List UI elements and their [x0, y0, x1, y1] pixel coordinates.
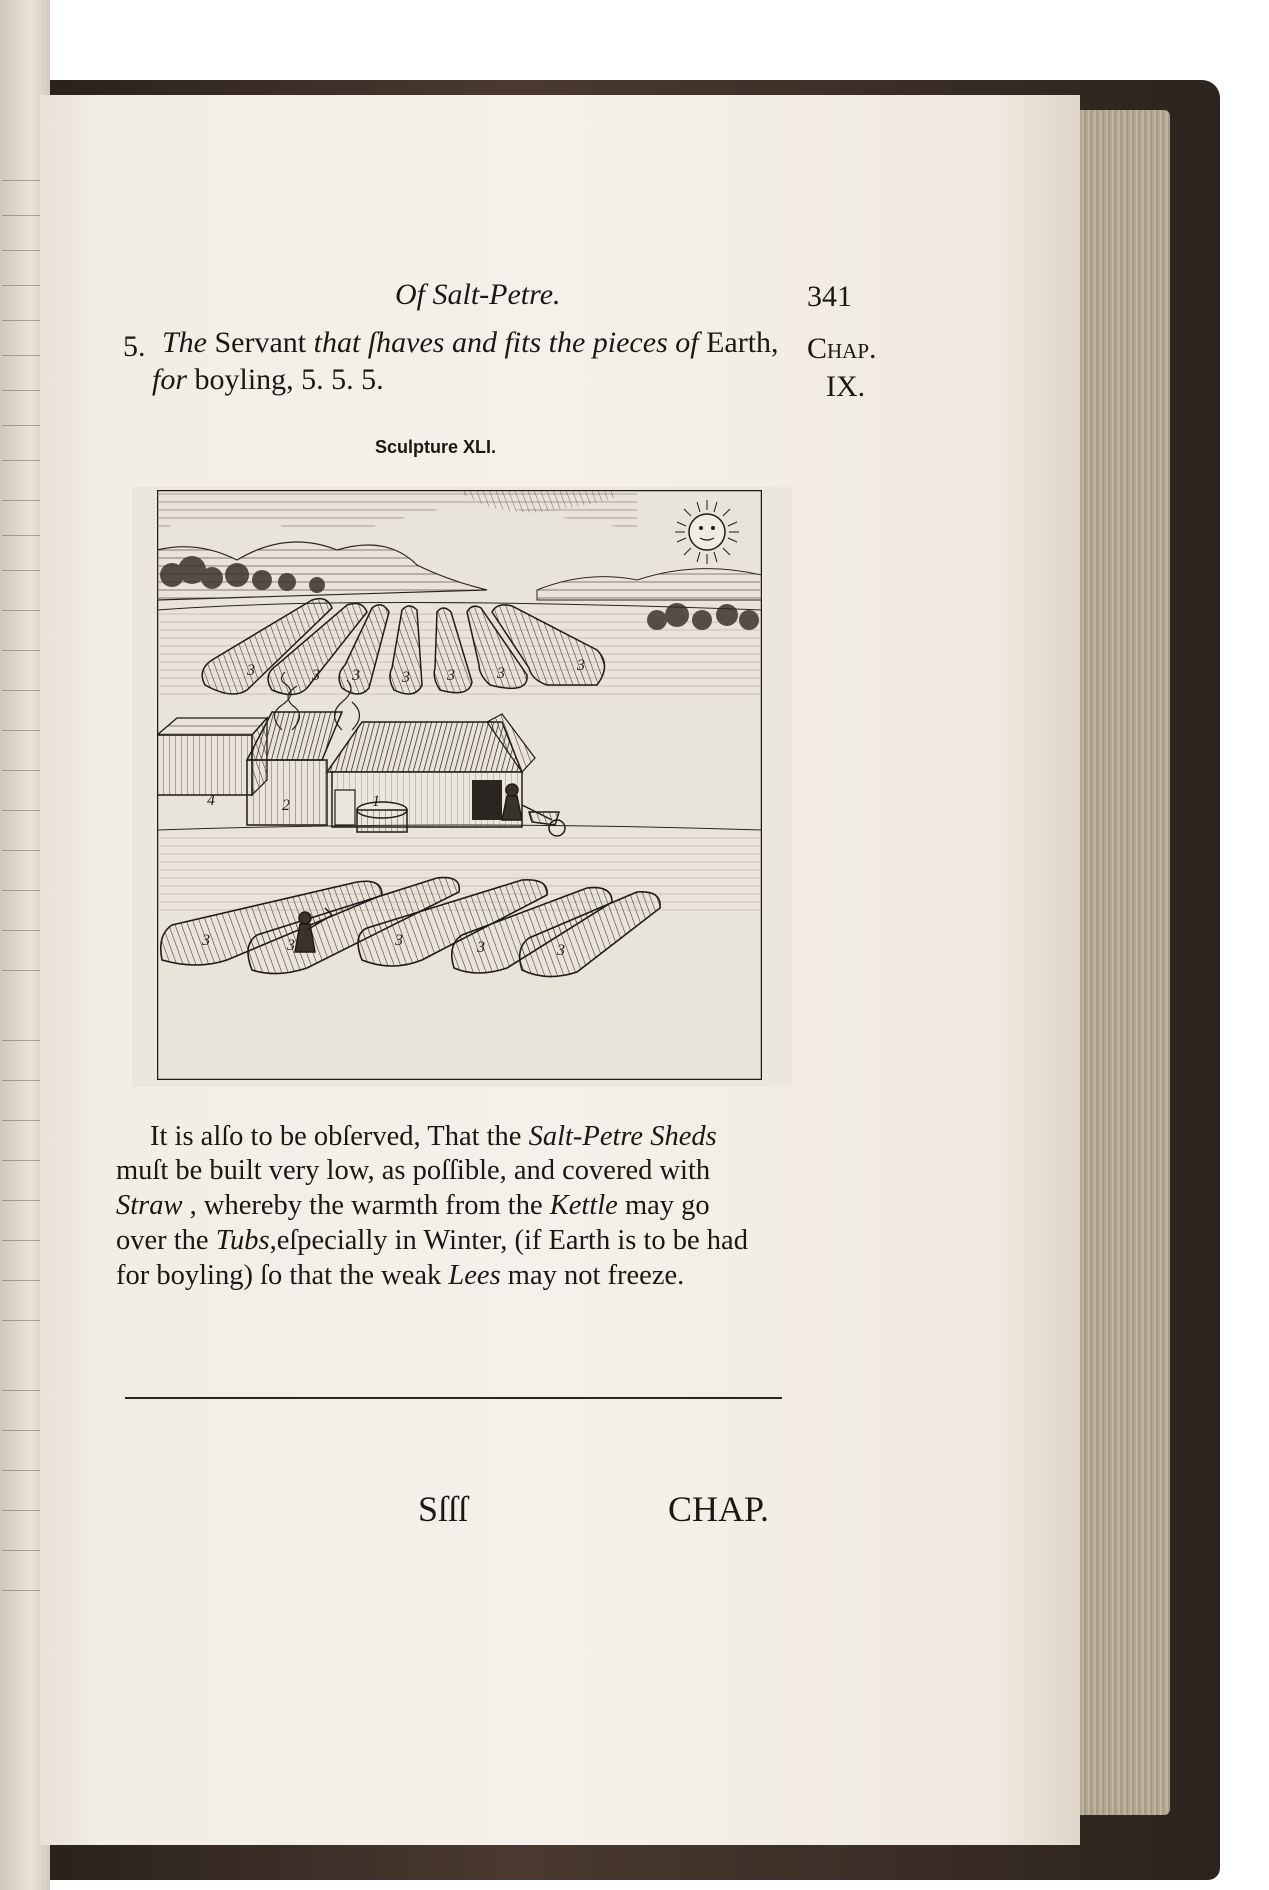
- horizontal-rule: [125, 1397, 782, 1399]
- page-edges: [1075, 110, 1170, 1815]
- text-run: Kettle: [549, 1190, 618, 1221]
- item-line-2-run: for: [152, 363, 188, 396]
- plate-label: 3: [395, 932, 403, 949]
- item-line-1-run: that ſhaves and fits the pieces of: [313, 326, 699, 359]
- sun-icon: [675, 500, 739, 564]
- text-run: Salt-Petre Sheds: [528, 1121, 717, 1152]
- text-run: may not freeze.: [500, 1260, 685, 1291]
- text-run: may go: [617, 1190, 710, 1221]
- plate-label: 2: [282, 797, 290, 814]
- plate-label: 3: [577, 657, 585, 674]
- catchword: CHAP.: [668, 1489, 770, 1529]
- text-run: over the: [116, 1225, 216, 1256]
- plate-label: 4: [207, 792, 215, 809]
- item-line-2-run: boyling, 5. 5. 5.: [187, 363, 384, 396]
- plate-label: 3: [447, 667, 455, 684]
- paragraph-line-1: [150, 1121, 717, 1153]
- chapter-label: Chap.: [807, 332, 877, 365]
- plate-label: 3: [247, 662, 255, 679]
- text-run: Tubs: [215, 1225, 270, 1256]
- text-run: , whereby the warmth from the: [182, 1190, 550, 1221]
- paragraph-line-3: [116, 1190, 710, 1222]
- item-number: 5.: [123, 330, 146, 363]
- page-number: 341: [807, 280, 852, 313]
- plate-label: 1: [372, 793, 380, 810]
- plate-label: 3: [497, 665, 505, 682]
- plate-label: 3: [202, 932, 210, 949]
- item-line-1-run: Earth,: [698, 326, 779, 359]
- item-line-1: [162, 326, 779, 360]
- plate-label: 3: [352, 667, 360, 684]
- paragraph-line-2: [116, 1155, 710, 1187]
- plate-label: 3: [312, 667, 320, 684]
- text-run: Lees: [448, 1260, 501, 1291]
- chapter-number: IX.: [826, 370, 866, 403]
- signature-mark: Sſſſ: [418, 1489, 469, 1529]
- item-line-1-run: The: [162, 326, 207, 359]
- plate-caption: Sculpture XLI.: [375, 437, 497, 457]
- item-line-2: [152, 363, 384, 397]
- plate-label: 3: [557, 942, 565, 959]
- plate-label: 3: [402, 669, 410, 686]
- text-run: ,eſpecially in Winter, (if Earth is to be had: [269, 1225, 748, 1256]
- text-run: for boyling) ſo that the weak: [116, 1260, 449, 1291]
- plate-label: 3: [287, 937, 295, 954]
- text-run: It is alſo to be obſerved, That the: [150, 1121, 529, 1152]
- paragraph-line-4: [116, 1225, 748, 1257]
- item-line-1-run: Servant: [207, 326, 314, 359]
- text-run: muſt be built very low, as poſſible, and covered with: [116, 1155, 711, 1186]
- plate-label: 3: [477, 939, 485, 956]
- paragraph-line-5: [116, 1260, 684, 1292]
- engraving-plate: [157, 490, 762, 1080]
- running-head: Of Salt-Petre.: [395, 278, 561, 311]
- text-run: Straw: [116, 1190, 183, 1221]
